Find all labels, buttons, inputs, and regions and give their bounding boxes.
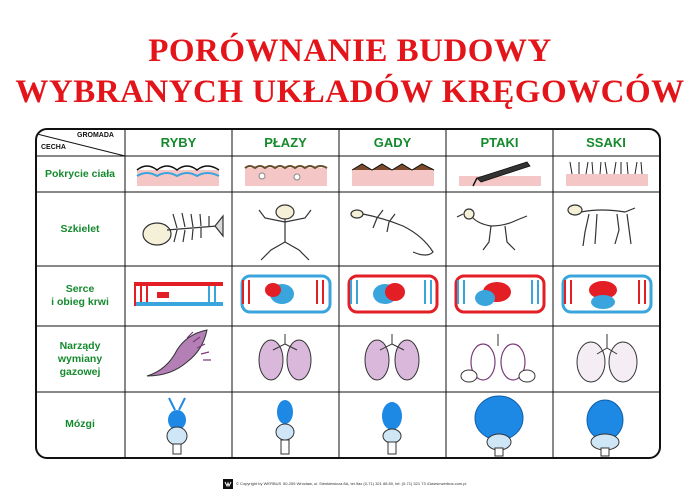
comparison-table bbox=[35, 128, 661, 459]
mammal-skeleton-illustration bbox=[568, 205, 635, 246]
column-header-amphibians: PŁAZY bbox=[264, 135, 307, 150]
mammal-hair-illustration bbox=[566, 162, 648, 186]
amphibian-skin-illustration bbox=[245, 166, 327, 186]
bird-lungs-illustration bbox=[461, 334, 535, 382]
fish-heart-illustration bbox=[135, 282, 223, 306]
bird-brain-illustration bbox=[475, 396, 523, 456]
reptile-brain-illustration bbox=[382, 402, 402, 454]
reptile-lungs-illustration bbox=[365, 334, 419, 380]
corner-label-feature: CECHA bbox=[41, 144, 66, 151]
reptile-scales-illustration bbox=[352, 164, 434, 186]
bird-skeleton-illustration bbox=[457, 209, 527, 250]
footer bbox=[223, 479, 483, 489]
row-label-heart: Serce i obieg krwi bbox=[51, 283, 109, 308]
poster-title-line2: WYBRANYCH UKŁADÓW KRĘGOWCÓW bbox=[15, 74, 685, 110]
column-header-mammals: SSAKI bbox=[586, 135, 626, 150]
amphibian-brain-illustration bbox=[276, 400, 294, 454]
illustrations bbox=[37, 130, 659, 457]
column-header-birds: PTAKI bbox=[480, 135, 519, 150]
reptile-skeleton-illustration bbox=[351, 210, 433, 255]
bird-feather-illustration bbox=[459, 162, 541, 186]
row-label-brain: Mózgi bbox=[65, 418, 95, 430]
poster-title-line1: PORÓWNANIE BUDOWY bbox=[148, 33, 552, 69]
column-header-fish: RYBY bbox=[160, 135, 197, 150]
fish-skeleton-illustration bbox=[143, 213, 223, 245]
amphibian-lungs-illustration bbox=[259, 334, 311, 380]
corner-label-class: GROMADA bbox=[77, 132, 114, 139]
bird-heart-illustration bbox=[456, 276, 544, 312]
fish-gills-illustration bbox=[147, 330, 211, 376]
amphibian-skeleton-illustration bbox=[259, 205, 311, 260]
column-header-reptiles: GADY bbox=[373, 135, 412, 150]
fish-brain-illustration bbox=[167, 398, 187, 454]
amphibian-heart-illustration bbox=[242, 276, 330, 312]
mammal-brain-illustration bbox=[587, 400, 623, 456]
row-label-skeleton: Szkielet bbox=[60, 222, 100, 235]
mammal-heart-illustration bbox=[563, 276, 651, 312]
reptile-heart-illustration bbox=[349, 276, 437, 312]
footer-copyright: © Copyright by WERBUS bbox=[236, 481, 282, 486]
footer-website: www.werbus.com.pl bbox=[431, 481, 467, 486]
fish-scales-illustration bbox=[137, 166, 219, 186]
mammal-lungs-illustration bbox=[577, 334, 637, 382]
row-label-respiratory: Narządy wymiany gazowej bbox=[57, 339, 103, 378]
footer-address: 50-255 Wrocław, ul. Sienkiewicza 8A, tel./fax (0-71) 321 88 80, tel. (0-71) 321 73 41 bbox=[283, 481, 432, 486]
row-label-body-covering: Pokrycie ciała bbox=[44, 167, 116, 180]
